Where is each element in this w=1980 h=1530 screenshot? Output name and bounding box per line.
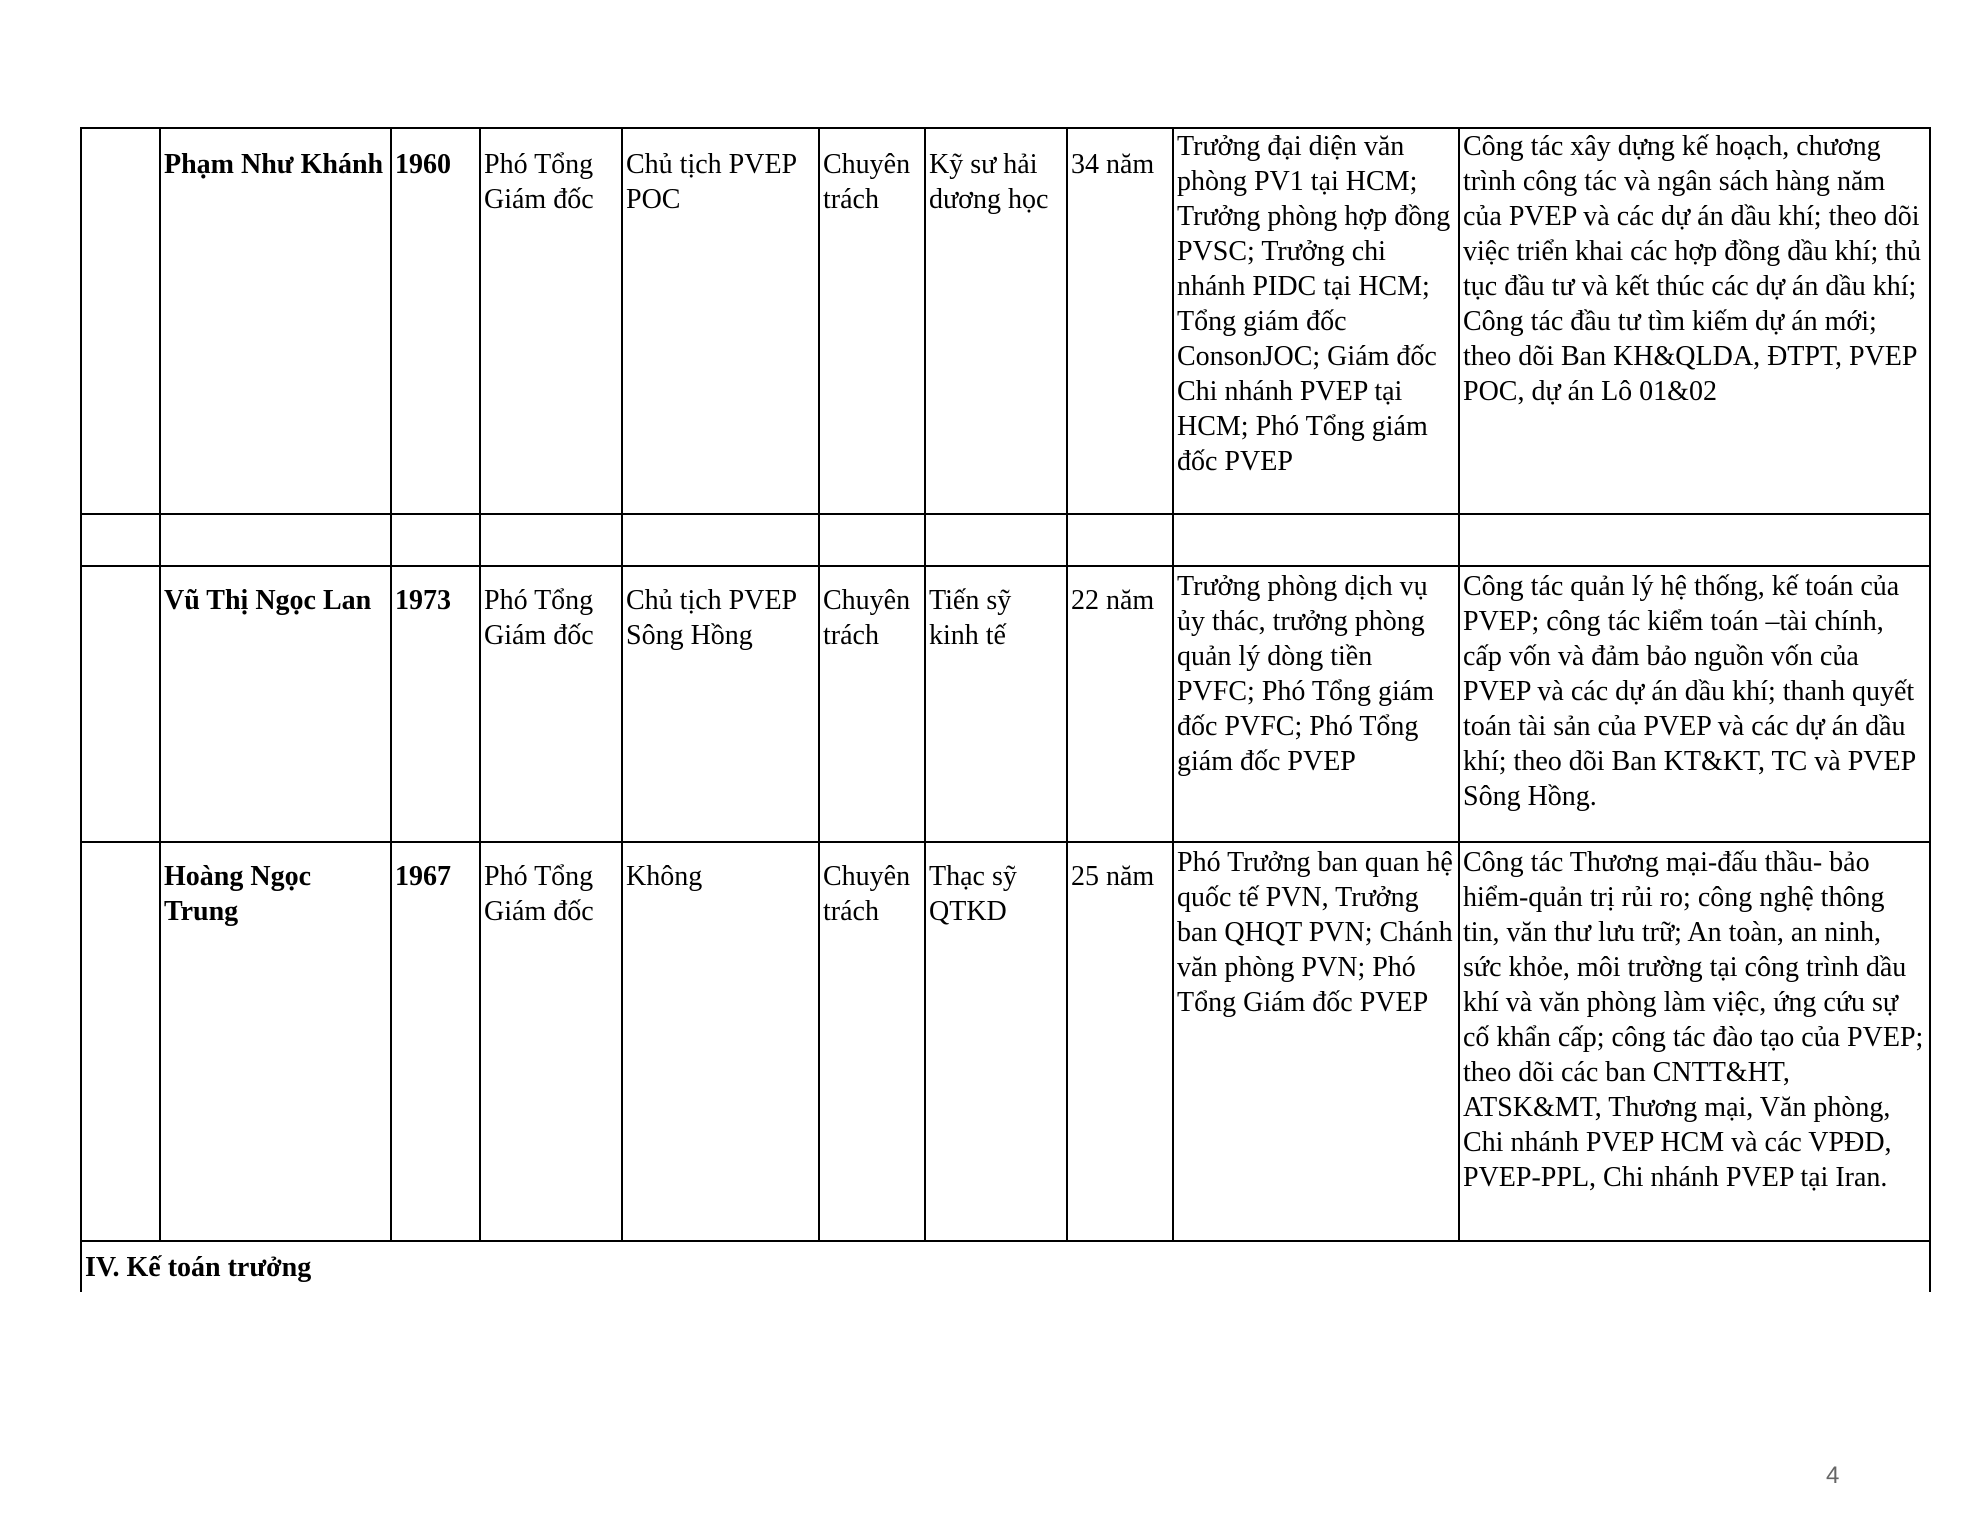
birth-year-cell: 1960 bbox=[391, 128, 480, 514]
work-history-cell: Phó Trưởng ban quan hệ quốc tế PVN, Trưởng ban QHQT PVN; Chánh văn phòng PVN; Phó Tổng Giám đốc PVEP bbox=[1173, 842, 1459, 1241]
index-cell bbox=[81, 842, 160, 1241]
index-cell bbox=[81, 128, 160, 514]
section-heading-cell bbox=[81, 1241, 1930, 1292]
birth-year-cell: 1973 bbox=[391, 566, 480, 842]
responsibilities-cell: Công tác xây dựng kế hoạch, chương trình công tác và ngân sách hàng năm của PVEP và các dự án dầu khí; theo dõi việc triển khai các hợp đồng dầu khí; thủ tục đầu tư và kết thúc các dự án dầu khí; Công tác đầu tư tìm kiếm dự án mới; theo dõi Ban KH&QLDA, ĐTPT, PVEP POC, dự án Lô 01&02 bbox=[1459, 128, 1930, 514]
work-history-cell: Trưởng phòng dịch vụ ủy thác, trưởng phòng quản lý dòng tiền PVFC; Phó Tổng giám đốc PVFC; Phó Tổng giám đốc PVEP bbox=[1173, 566, 1459, 842]
section-row bbox=[81, 1241, 1930, 1292]
position-cell: Phó Tổng Giám đốc bbox=[480, 566, 622, 842]
leadership-table bbox=[80, 127, 1931, 1292]
name-cell: Vũ Thị Ngọc Lan bbox=[160, 566, 391, 842]
table-row bbox=[81, 128, 1930, 514]
position-cell: Phó Tổng Giám đốc bbox=[480, 128, 622, 514]
responsibilities-cell: Công tác Thương mại-đấu thầu- bảo hiểm-quản trị rủi ro; công nghệ thông tin, văn thư lưu trữ; An toàn, an ninh, sức khỏe, môi trường tại công trình dầu khí và văn phòng làm việc, ứng cứu sự cố khẩn cấp; công tác đào tạo của PVEP; theo dõi các ban CNTT&HT, ATSK&MT, Thương mại, Văn phòng, Chi nhánh PVEP HCM và các VPĐD, PVEP-PPL, Chi nhánh PVEP tại Iran. bbox=[1459, 842, 1930, 1241]
responsibilities-cell: Công tác quản lý hệ thống, kế toán của PVEP; công tác kiểm toán –tài chính, cấp vốn và đảm bảo nguồn vốn của PVEP và các dự án dầu khí; thanh quyết toán tài sản của PVEP và các dự án dầu khí; theo dõi Ban KT&KT, TC và PVEP Sông Hồng. bbox=[1459, 566, 1930, 842]
work-type-cell: Chuyên trách bbox=[819, 842, 925, 1241]
position-cell: Phó Tổng Giám đốc bbox=[480, 842, 622, 1241]
work-history-cell: Trưởng đại diện văn phòng PV1 tại HCM; Trưởng phòng hợp đồng PVSC; Trưởng chi nhánh PIDC tại HCM; Tổng giám đốc ConsonJOC; Giám đốc Chi nhánh PVEP tại HCM; Phó Tổng giám đốc PVEP bbox=[1173, 128, 1459, 514]
qualification-cell: Kỹ sư hải dương học bbox=[925, 128, 1067, 514]
table-row bbox=[81, 842, 1930, 1241]
qualification-cell: Tiến sỹ kinh tế bbox=[925, 566, 1067, 842]
concurrent-role-cell: Không bbox=[622, 842, 819, 1241]
experience-cell: 22 năm bbox=[1067, 566, 1173, 842]
experience-cell: 34 năm bbox=[1067, 128, 1173, 514]
qualification-cell: Thạc sỹ QTKD bbox=[925, 842, 1067, 1241]
page-number: 4 bbox=[1826, 1462, 1840, 1489]
concurrent-role-cell: Chủ tịch PVEP POC bbox=[622, 128, 819, 514]
work-type-cell: Chuyên trách bbox=[819, 566, 925, 842]
work-type-cell: Chuyên trách bbox=[819, 128, 925, 514]
experience-cell: 25 năm bbox=[1067, 842, 1173, 1241]
table-row bbox=[81, 566, 1930, 842]
empty-row bbox=[81, 514, 1930, 566]
concurrent-role-cell: Chủ tịch PVEP Sông Hồng bbox=[622, 566, 819, 842]
name-cell: Phạm Như Khánh bbox=[160, 128, 391, 514]
index-cell bbox=[81, 566, 160, 842]
birth-year-cell: 1967 bbox=[391, 842, 480, 1241]
name-cell: Hoàng Ngọc Trung bbox=[160, 842, 391, 1241]
section-heading: IV. Kế toán trưởng bbox=[85, 1252, 312, 1283]
